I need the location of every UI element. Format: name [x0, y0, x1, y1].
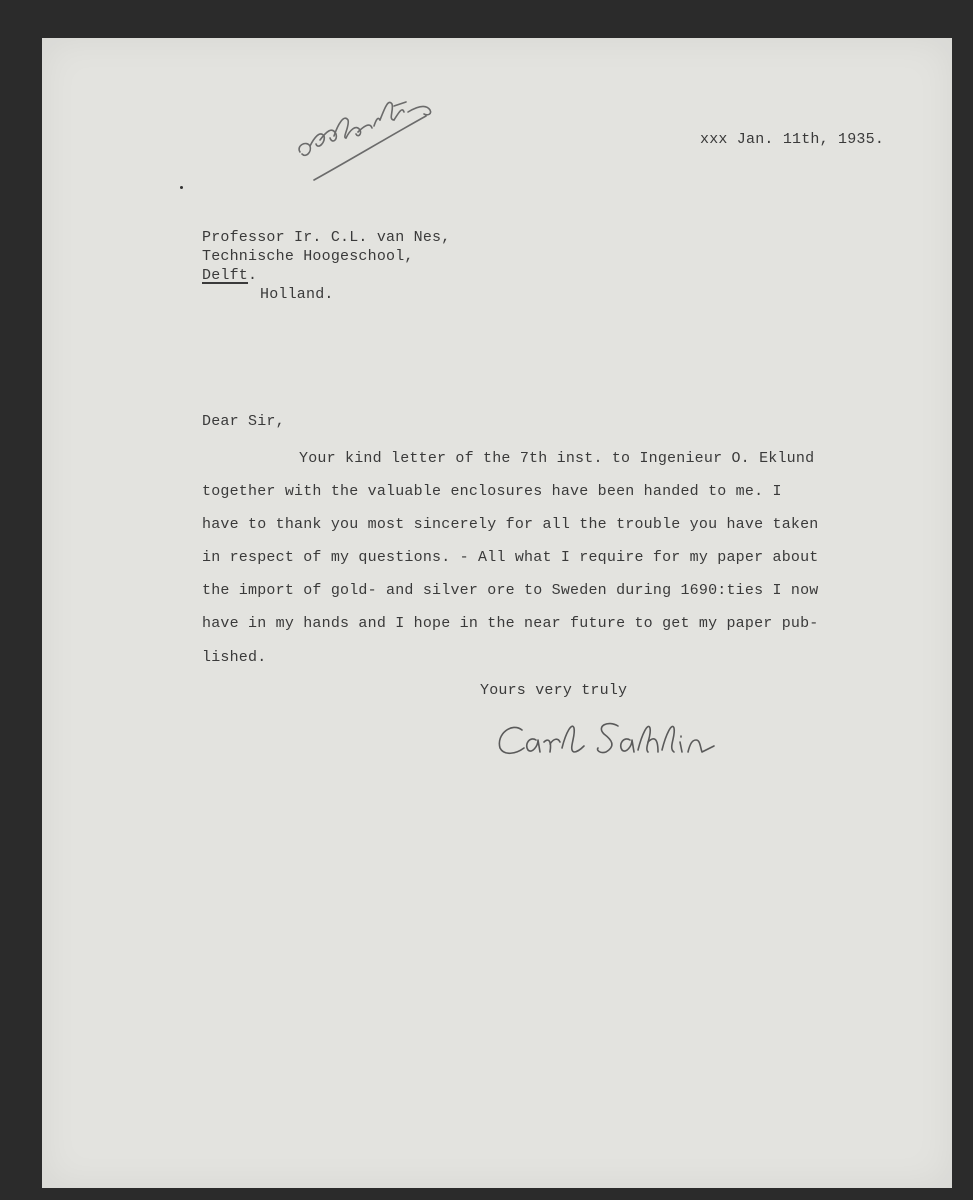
body-line-5: the import of gold- and silver ore to Sweden during 1690:ties I now [202, 582, 819, 599]
recipient-institution: Technische Hoogeschool, [202, 248, 414, 265]
body-line-1: Your kind letter of the 7th inst. to Ingenieur O. Eklund [299, 450, 815, 467]
recipient-country: Holland. [260, 286, 334, 303]
salutation: Dear Sir, [202, 413, 285, 430]
letter-page [42, 38, 952, 1188]
body-line-4: in respect of my questions. - All what I require for my paper about [202, 549, 819, 566]
body-line-3: have to thank you most sincerely for all the trouble you have taken [202, 516, 819, 533]
handwritten-annotation-afskrift [290, 80, 450, 190]
recipient-city-line [202, 267, 257, 284]
letter-date: xxx Jan. 11th, 1935. [700, 131, 885, 148]
recipient-city: Delft [202, 267, 249, 284]
handwritten-signature [492, 712, 742, 772]
body-line-7: lished. [202, 649, 267, 666]
recipient-city-punctuation: . [248, 267, 258, 284]
body-line-6: have in my hands and I hope in the near future to get my paper pub- [202, 615, 819, 632]
body-line-2: together with the valuable enclosures have been handed to me. I [202, 483, 782, 500]
closing: Yours very truly [480, 682, 628, 699]
ink-speck [180, 186, 183, 189]
recipient-name: Professor Ir. C.L. van Nes, [202, 229, 451, 246]
